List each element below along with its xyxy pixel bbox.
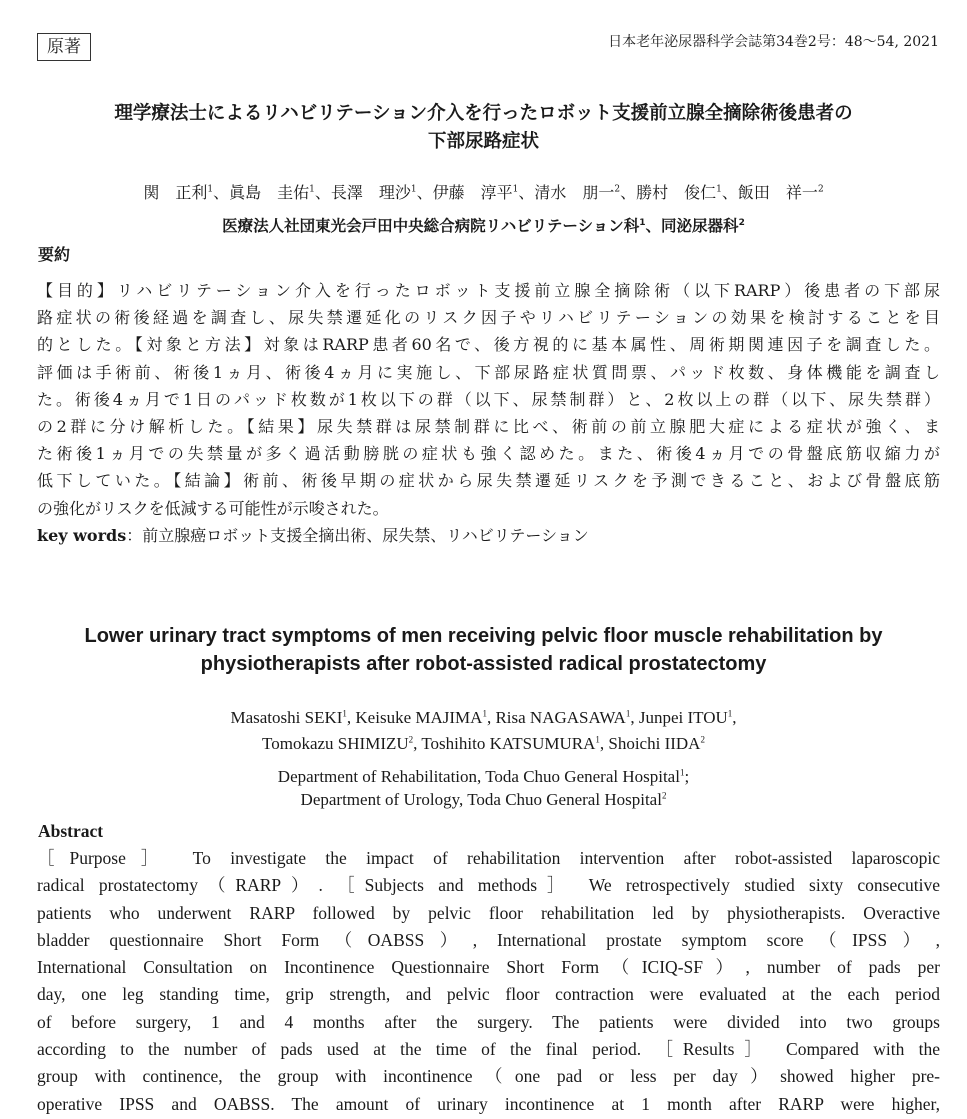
japanese-affiliation-name: 同泌尿器科 xyxy=(661,217,739,235)
affiliation-marker: 1 xyxy=(625,708,631,719)
english-abstract-line: patients who underwent RARP followed by pelvic floor rehabilitation led by physiotherapists. Overactive xyxy=(37,902,940,923)
keywords-text: ：前立腺癌ロボット支援全摘出術、尿失禁、リハビリテーション xyxy=(126,526,589,545)
japanese-title-line: 下部尿路症状 xyxy=(427,131,539,152)
english-author-name: Tomokazu SHIMIZU xyxy=(262,734,409,753)
english-author xyxy=(608,734,705,753)
japanese-abstract xyxy=(37,277,940,522)
affiliation-marker: 2 xyxy=(408,734,414,745)
japanese-author-name: 勝村 俊仁 xyxy=(636,183,717,202)
english-affiliation xyxy=(30,788,937,811)
affiliation-marker: 1 xyxy=(410,184,417,195)
english-abstract-line: operative IPSS and OABSS. The amount of urinary incontinence at 1 month after RARP were higher, xyxy=(37,1093,940,1114)
japanese-affiliation xyxy=(222,217,645,235)
english-abstract-line: of before surgery, 1 and 4 months after the surgery. The patients were divided into two groups xyxy=(37,1011,940,1032)
english-author xyxy=(262,734,413,753)
japanese-abstract-heading: 要約 xyxy=(38,245,71,264)
english-abstract-line: day, one leg standing time, grip strength, and pelvic floor contraction were evaluated at the each period xyxy=(37,984,940,1005)
japanese-author-name: 飯田 祥一 xyxy=(737,183,818,202)
english-author xyxy=(639,708,732,727)
english-authors xyxy=(30,705,937,757)
english-author-name: Junpei ITOU xyxy=(638,708,728,727)
japanese-affiliations: 医療法人社団東光会戸田中央総合病院リハビリテーション科$^1$、同泌尿器科$^2$ xyxy=(222,217,745,235)
english-abstract-heading: Abstract xyxy=(38,821,104,841)
english-author-name: Keisuke MAJIMA xyxy=(355,708,483,727)
affiliation-marker: 2 xyxy=(700,734,705,745)
english-author xyxy=(355,708,487,727)
keywords-label: key words xyxy=(37,526,127,545)
english-abstract-line: International Consultation on Incontinence Questionnaire Short Form（ICIQ-SF）, number of pads per xyxy=(37,957,940,978)
japanese-abstract-line: 【目的】リハビリテーション介入を行ったロボット支援前立腺全摘除術（以下RARP）後患者の下部尿 xyxy=(37,281,940,300)
english-affiliation-name: Department of Urology, Toda Chuo General Hospital xyxy=(300,790,662,809)
affiliation-marker: 1 xyxy=(512,184,519,195)
english-affiliation: Department of Rehabilitation, Toda Chuo General Hospital$^1$; xyxy=(277,767,690,786)
affiliation-marker: 1 xyxy=(595,734,600,745)
japanese-author-name: 清水 朋一 xyxy=(534,183,615,202)
japanese-author-name: 伊藤 淳平 xyxy=(432,183,513,202)
english-abstract-line: according to the number of pads used at the time of the final period. ［Results］ Compared with the xyxy=(37,1039,940,1060)
english-abstract-line: ［Purpose］ To investigate the impact of rehabilitation intervention after robot-assisted laparoscopic xyxy=(37,848,940,868)
affiliation-marker: 1 xyxy=(679,767,685,778)
japanese-author xyxy=(534,183,620,202)
japanese-abstract-line: 低下していた。【結論】術前、術後早期の症状から尿失禁遷延リスクを予測できること、および骨盤底筋 xyxy=(37,471,940,491)
japanese-authors: 関 正利$^1$、眞島 圭佑$^1$、長澤 理沙$^1$、伊藤 淳平$^1$、清水 朋一$^2$、勝村 俊仁$^1$、飯田 祥一$^2$ xyxy=(143,183,824,202)
english-author-name: Toshihito KATSUMURA xyxy=(421,734,596,753)
japanese-title-line: 理学療法士によるリハビリテーション介入を行ったロボット支援前立腺全摘除術後患者の xyxy=(114,103,853,124)
japanese-abstract-line: た術後1ヵ月での失禁量が多く過活動膀胱の症状も強く認めた。また、術後4ヵ月での骨盤底筋収縮力が xyxy=(37,444,940,464)
japanese-title xyxy=(30,100,937,156)
english-abstract-line: group with continence, the group with incontinence（one pad or less per day）showed higher pre- xyxy=(37,1066,940,1087)
english-abstract-line: radical prostatectomy（RARP）. ［Subjects and methods］ We retrospectively studied sixty consecutive xyxy=(37,875,940,896)
english-title xyxy=(30,622,937,678)
japanese-affiliation-name: 医療法人社団東光会戸田中央総合病院リハビリテーション科 xyxy=(222,217,640,235)
japanese-author-name: 眞島 圭佑 xyxy=(229,183,310,202)
english-authors-line: Tomokazu SHIMIZU$^2$, Toshihito KATSUMURA$^1$, Shoichi IIDA$^2$ xyxy=(262,734,705,753)
japanese-author xyxy=(229,183,315,202)
english-abstract-line: bladder questionnaire Short Form（OABSS）, International prostate symptom score（IPSS）, xyxy=(37,929,940,950)
japanese-abstract-line: 的とした。【対象と方法】対象はRARP患者60名で、後方視的に基本属性、周術期関連因子を調査した。 xyxy=(37,335,940,355)
english-author xyxy=(421,734,600,753)
english-author-name: Shoichi IIDA xyxy=(608,734,701,753)
affiliation-marker: 1 xyxy=(309,184,315,195)
english-title-line: Lower urinary tract symptoms of men receiving pelvic floor muscle rehabilitation by xyxy=(84,625,883,647)
japanese-abstract-line: の2群に分け解析した。【結果】尿失禁群は尿禁制群に比べ、術前の前立腺肥大症による症状が強く、ま xyxy=(37,417,940,437)
japanese-abstract-line: の強化がリスクを低減する可能性が示唆された。 xyxy=(37,498,389,518)
english-author-name: Risa NAGASAWA xyxy=(495,708,626,727)
affiliation-marker: 1 xyxy=(716,184,722,195)
japanese-author xyxy=(143,183,213,202)
japanese-keywords xyxy=(37,524,589,548)
affiliation-marker: 1 xyxy=(727,708,733,719)
english-affiliation-name: Department of Rehabilitation, Toda Chuo General Hospital xyxy=(277,767,680,786)
affiliation-marker: 2 xyxy=(738,217,745,228)
affiliation-marker: 2 xyxy=(661,790,667,801)
article-type-tag: 原著 xyxy=(37,33,91,61)
english-author xyxy=(230,708,346,727)
japanese-author xyxy=(738,183,824,202)
japanese-abstract-line: 路症状の術後経過を調査し、尿失禁遷延化のリスク因子やリハビリテーションの効果を検討することを目 xyxy=(37,308,940,328)
affiliation-marker: 1 xyxy=(639,217,646,228)
affiliation-marker: 2 xyxy=(817,184,824,195)
japanese-author-name: 関 正利 xyxy=(143,183,208,202)
japanese-author xyxy=(331,183,417,202)
english-authors-line: Masatoshi SEKI$^1$, Keisuke MAJIMA$^1$, Risa NAGASAWA$^1$, Junpei ITOU$^1$, xyxy=(230,708,737,727)
english-author xyxy=(495,708,630,727)
english-title-line: physiotherapists after robot-assisted radical prostatectomy xyxy=(200,653,767,675)
japanese-author-name: 長澤 理沙 xyxy=(330,183,411,202)
english-abstract xyxy=(37,845,940,1118)
japanese-author xyxy=(433,183,519,202)
affiliation-marker: 2 xyxy=(614,184,621,195)
affiliation-marker: 1 xyxy=(207,184,214,195)
japanese-abstract-line: 評価は手術前、術後1ヵ月、術後4ヵ月に実施し、下部尿路症状質問票、パッド枚数、身体機能を調査し xyxy=(37,362,940,382)
japanese-abstract-line: た。術後4ヵ月で1日のパッド枚数が1枚以下の群（以下、尿禁制群）と、2枚以上の群（以下、尿失禁群） xyxy=(37,389,940,409)
affiliation-marker: 1 xyxy=(482,708,487,719)
english-author-name: Masatoshi SEKI xyxy=(230,708,343,727)
affiliation-marker: 1 xyxy=(342,708,347,719)
journal-citation: 日本老年泌尿器科学会誌第34巻2号：48〜54, 2021 xyxy=(608,34,939,50)
japanese-affiliation xyxy=(661,217,745,235)
english-affiliations xyxy=(30,765,937,811)
japanese-author xyxy=(636,183,722,202)
